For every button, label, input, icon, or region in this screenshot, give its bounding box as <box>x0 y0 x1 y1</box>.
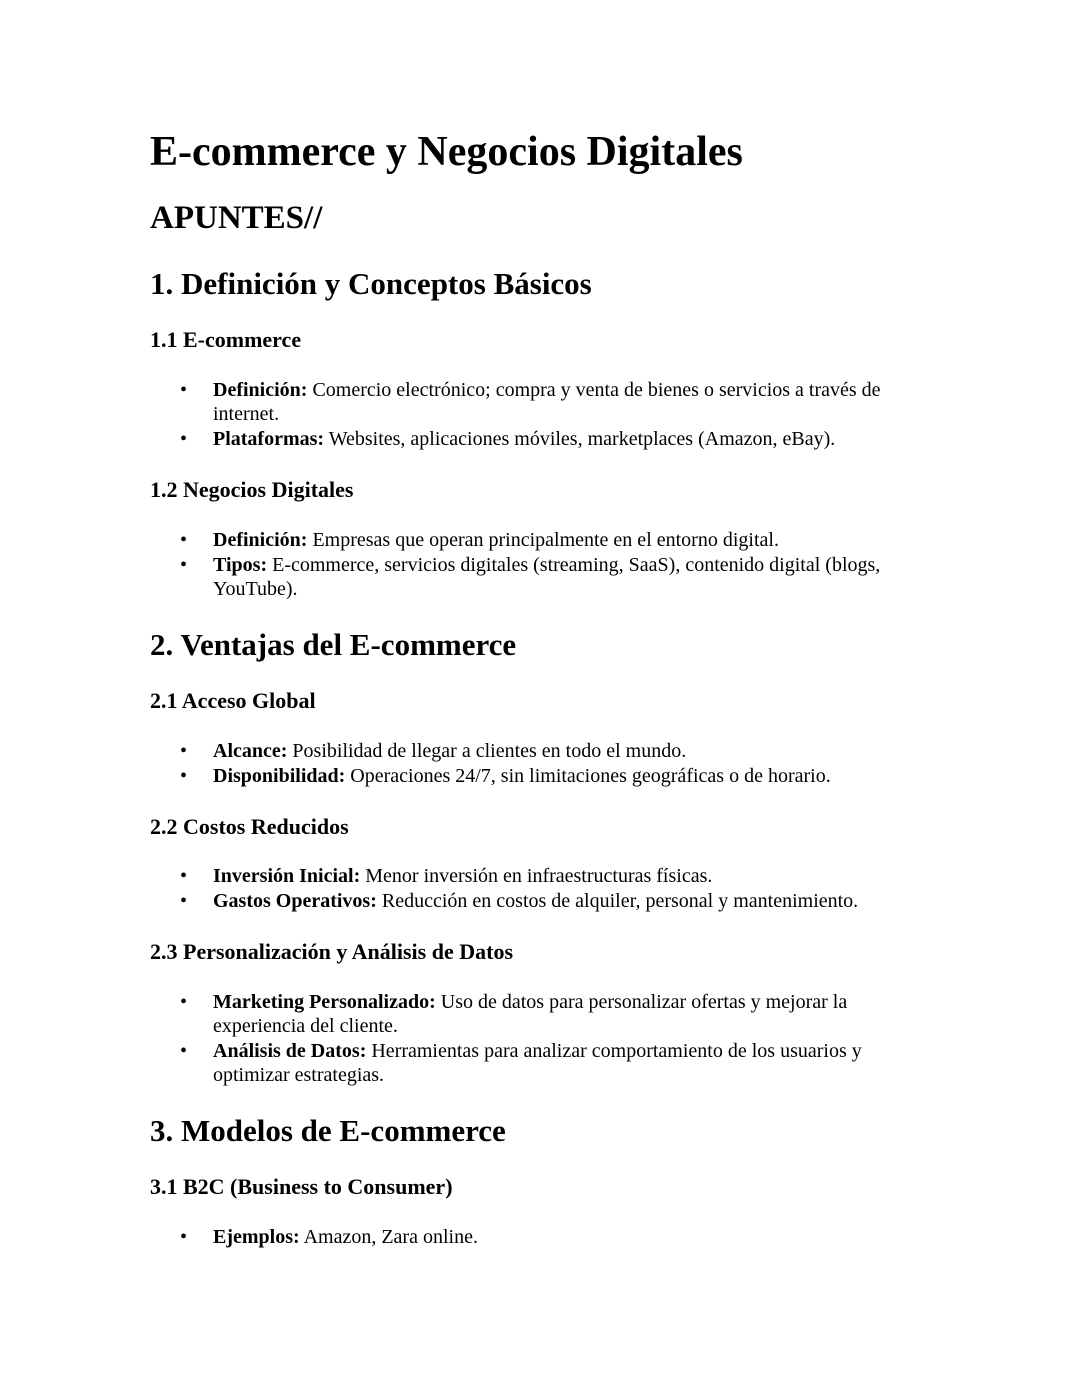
list-item <box>150 553 930 601</box>
item-text: Reducción en costos de alquiler, personal y mantenimiento. <box>376 890 859 912</box>
item-term: Ejemplos: <box>213 1226 300 1248</box>
item-text: Operaciones 24/7, sin limitaciones geográficas o de horario. <box>345 765 831 787</box>
bullet-icon: • <box>180 379 188 401</box>
subsection-heading: 3.1 B2C (Business to Consumer) <box>150 1174 453 1199</box>
notes-label: APUNTES// <box>150 200 323 236</box>
list-item <box>150 1225 930 1249</box>
item-text: Posibilidad de llegar a clientes en todo el mundo. <box>287 740 687 762</box>
item-term: Definición: <box>213 529 308 551</box>
list-item <box>150 427 930 451</box>
bullet-icon: • <box>180 529 188 551</box>
list-item <box>150 864 930 888</box>
bullet-icon: • <box>180 890 188 912</box>
item-term: Gastos Operativos: <box>213 890 377 912</box>
document-title: E-commerce y Negocios Digitales <box>150 129 743 175</box>
section-heading: 2. Ventajas del E-commerce <box>150 627 517 662</box>
bullet-icon: • <box>180 428 188 450</box>
subsection-heading: 1.2 Negocios Digitales <box>150 477 354 502</box>
item-text: Uso de datos para personalizar ofertas y mejorar la experiencia del cliente. <box>213 991 848 1037</box>
subsection-heading: 2.2 Costos Reducidos <box>150 814 349 839</box>
bullet-icon: • <box>180 991 188 1013</box>
item-term: Plataformas: <box>213 428 325 450</box>
list-item <box>150 1039 930 1087</box>
bullet-list <box>150 990 930 1088</box>
bullet-list <box>150 739 930 789</box>
item-text: Herramientas para analizar comportamiento de los usuarios y optimizar estrategias. <box>213 1040 862 1086</box>
list-item <box>150 990 930 1038</box>
list-item <box>150 764 930 788</box>
subsection-heading: 2.3 Personalización y Análisis de Datos <box>150 939 514 964</box>
bullet-icon: • <box>180 765 188 787</box>
bullet-list <box>150 528 930 602</box>
item-term: Inversión Inicial: <box>213 865 361 887</box>
bullet-list <box>150 1225 930 1250</box>
subsection-heading: 2.1 Acceso Global <box>150 688 316 713</box>
item-term: Definición: <box>213 379 308 401</box>
item-text: Comercio electrónico; compra y venta de bienes o servicios a través de internet. <box>213 379 881 425</box>
bullet-icon: • <box>180 1226 188 1248</box>
bullet-icon: • <box>180 1040 188 1062</box>
bullet-list <box>150 378 930 452</box>
item-term: Marketing Personalizado: <box>213 991 436 1013</box>
bullet-icon: • <box>180 740 188 762</box>
subsection-heading: 1.1 E-commerce <box>150 327 302 352</box>
item-text: E-commerce, servicios digitales (streaming, SaaS), contenido digital (blogs, YouTube). <box>213 554 881 600</box>
item-text: Empresas que operan principalmente en el entorno digital. <box>307 529 779 551</box>
item-text: Websites, aplicaciones móviles, marketplaces (Amazon, eBay). <box>324 428 836 450</box>
list-item <box>150 739 930 763</box>
list-item <box>150 378 930 426</box>
bullet-icon: • <box>180 554 188 576</box>
item-term: Disponibilidad: <box>213 765 346 787</box>
item-term: Alcance: <box>213 740 288 762</box>
list-item <box>150 889 930 913</box>
item-text: Amazon, Zara online. <box>299 1226 478 1248</box>
item-term: Tipos: <box>213 554 268 576</box>
bullet-list <box>150 864 930 914</box>
bullet-icon: • <box>180 865 188 887</box>
section-heading: 1. Definición y Conceptos Básicos <box>150 266 592 301</box>
item-term: Análisis de Datos: <box>213 1040 367 1062</box>
section-heading: 3. Modelos de E-commerce <box>150 1113 506 1148</box>
item-text: Menor inversión en infraestructuras físicas. <box>360 865 713 887</box>
list-item <box>150 528 930 552</box>
